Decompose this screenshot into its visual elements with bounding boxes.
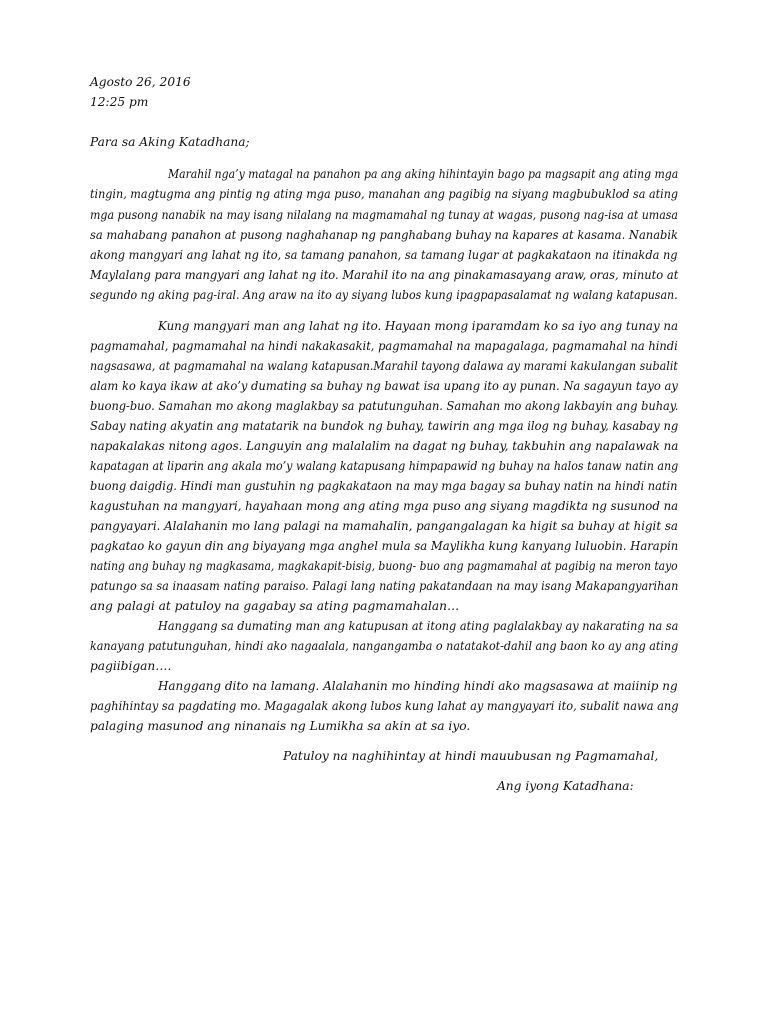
paragraph2-line: patungo sa sa inaasam nating paraiso. Palagi lang nating pakatandaan na may isang Makapangyarihan — [90, 579, 679, 593]
letter-time: 12:25 pm — [90, 95, 149, 109]
paragraph1-line: Maylalang para mangyari ang lahat ng ito. Marahil ito na ang pinakamasayang araw, oras, minuto at — [90, 268, 679, 282]
paragraph2-line: buong-buo. Samahan mo akong maglakbay sa patutunguhan. Samahan mo akong lakbayin ang buhay. — [90, 399, 679, 413]
letter-signature: Ang iyong Katadhana: — [497, 779, 634, 793]
paragraph2-line: nagsasawa, at pagmamahal na walang katapusan.Marahil tayong dalawa ay marami kakulangan subalit — [90, 359, 678, 373]
paragraph1-line: segundo ng aking pag-iral. Ang araw na ito ay siyang lubos kung ipagpapasalamat ng walang katapusan. — [90, 288, 678, 302]
paragraph2-line: nating ang buhay ng magkasama, magkakapit-bisig, buong- buo ang pagmamahal at pagibig na meron tayo — [90, 559, 678, 573]
letter-date: Agosto 26, 2016 — [90, 75, 191, 89]
paragraph1-line: Marahil nga’y matagal na panahon pa ang aking hihintayin bago pa magsapit ang ating mga — [168, 167, 679, 181]
paragraph2-line: ang palagi at patuloy na gagabay sa ating pagmamahalan… — [90, 599, 460, 613]
paragraph2-line: napakalakas nitong agos. Languyin ang malalalim na dagat ng buhay, takbuhin ang napalawak na — [90, 439, 679, 453]
paragraph2-line: kapatagan at liparin ang akala mo’y walang katapusang himpapawid ng buhay na halos tanaw natin ang — [90, 459, 679, 473]
paragraph2-line: kagustuhan na mangyari, hayahaan mong ang ating mga puso ang siyang magdikta ng susunod na — [90, 499, 679, 513]
paragraph3-line: Hanggang sa dumating man ang katupusan at itong ating paglalakbay ay nakarating na sa — [158, 619, 679, 633]
paragraph2-line: pagkatao ko gayun din ang biyayang mga anghel mula sa Maylikha kung kanyang luluobin. Harapin — [90, 539, 679, 553]
paragraph4-line: palaging masunod ang ninanais ng Lumikha sa akin at sa iyo. — [90, 719, 471, 733]
paragraph1-line: sa mahabang panahon at pusong naghahanap ng panghabang buhay na kapares at kasama. Nanabik — [90, 228, 679, 242]
paragraph2-line: pagmamahal, pagmamahal na hindi nakakasakit, pagmamahal na mapagalaga, pagmamahal na hindi — [90, 339, 678, 353]
paragraph2-line: Kung mangyari man ang lahat ng ito. Hayaan mong iparamdam ko sa iyo ang tunay na — [158, 319, 679, 333]
paragraph3-line: kanayang patutunguhan, hindi ako nagaalala, nangangamba o natatakot-dahil ang baon ko ay ang ating — [90, 639, 679, 653]
paragraph1-line: tingin, magtugma ang pintig ng ating mga puso, manahan ang pagibig na siyang magbubuklod sa ating — [90, 187, 679, 201]
paragraph1-line: akong mangyari ang lahat ng ito, sa tamang panahon, sa tamang lugar at pagkakataon na itinakda ng — [90, 248, 678, 262]
paragraph2-line: alam ko kaya ikaw at ako’y dumating sa buhay ng bawat isa upang ito ay punan. Na sagayun tayo ay — [90, 379, 678, 393]
paragraph2-line: buong daigdig. Hindi man gustuhin ng pagkakataon na may mga bagay sa buhay natin na hindi natin — [90, 479, 678, 493]
paragraph3-line: pagiibigan…. — [90, 659, 172, 673]
letter-salutation: Para sa Aking Katadhana; — [90, 135, 250, 149]
paragraph1-line: mga pusong nanabik na may isang nilalang na magmamahal ng tunay at wagas, pusong nag-isa at umasa — [90, 208, 678, 222]
letter-closing: Patuloy na naghihintay at hindi mauubusan ng Pagmamahal, — [283, 749, 659, 763]
paragraph4-line: Hanggang dito na lamang. Alalahanin mo hinding hindi ako magsasawa at maiinip ng — [158, 679, 678, 693]
paragraph2-line: pangyayari. Alalahanin mo lang palagi na mamahalin, pangangalagan ka higit sa buhay at higit sa — [90, 519, 678, 533]
paragraph2-line: Sabay nating akyatin ang matatarik na bundok ng buhay, tawirin ang mga ilog ng buhay, kasabay ng — [90, 419, 679, 433]
paragraph4-line: paghihintay sa pagdating mo. Magagalak akong lubos kung lahat ay mangyayari ito, subalit nawa ang — [90, 699, 679, 713]
